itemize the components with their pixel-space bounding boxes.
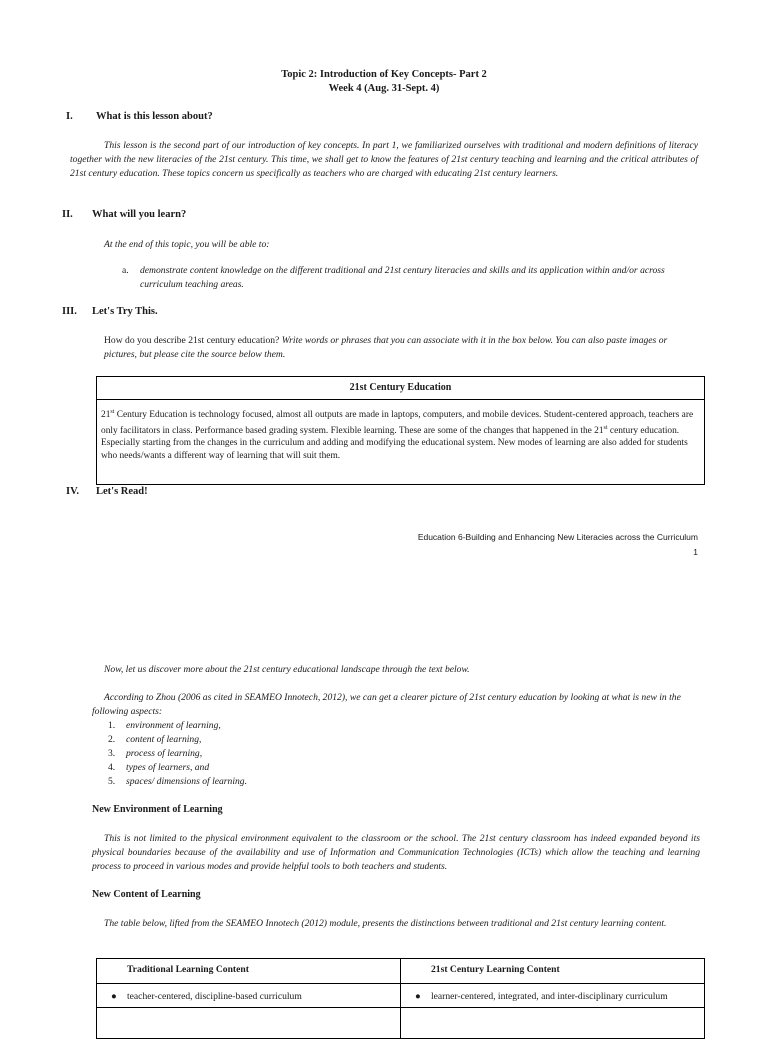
- list-item-number: 5.: [108, 776, 116, 787]
- list-item: [108, 719, 508, 733]
- list-item: [108, 747, 508, 761]
- answer-box-heading: 21st Century Education: [97, 377, 704, 400]
- section-1-title: What is this lesson about?: [96, 111, 213, 122]
- table-header-traditional: Traditional Learning Content: [97, 959, 401, 984]
- new-content-heading: New Content of Learning: [92, 889, 201, 900]
- bullet-icon: ●: [111, 991, 117, 1002]
- aspects-list: [108, 719, 508, 789]
- section-3-title: Let's Try This.: [92, 306, 158, 317]
- table-header-row: [97, 959, 705, 984]
- answer-text-part-2: Century Education is technology focused, almost all outputs are made in laptops, computers, and mobile devices. Student-centered approach, teachers are only facilitators in class. Performance based grading system. Flexible learning. These are some of the changes that happened in the 21: [101, 410, 694, 436]
- list-item: [108, 733, 508, 747]
- table-cell-empty: [401, 1008, 705, 1039]
- new-environment-body: This is not limited to the physical environment equivalent to the classroom or the school. The 21st century classroom has indeed expanded beyond its physical boundaries because of the availability and use of Information and Communication Technologies (ICTs) which allow the teaching and learning process to proceed in various modes and provide helpful tools to both teachers and students.: [92, 833, 700, 872]
- section-2-title: What will you learn?: [92, 209, 187, 220]
- section-2-number: II.: [62, 209, 73, 220]
- answer-text-sup-2: st: [603, 424, 608, 431]
- section-2-intro: At the end of this topic, you will be able to:: [104, 239, 270, 250]
- answer-box: [96, 376, 705, 485]
- answer-text-sup-1: st: [110, 409, 115, 415]
- list-item-text: content of learning,: [126, 734, 202, 745]
- new-environment-heading: New Environment of Learning: [92, 804, 223, 815]
- section-2-heading: [62, 209, 186, 220]
- table-cell-text: learner-centered, integrated, and inter-disciplinary curriculum: [431, 991, 668, 1002]
- page-subtitle-week: Week 4 (Aug. 31-Sept. 4): [328, 83, 440, 94]
- list-item-text: spaces/ dimensions of learning.: [126, 776, 247, 787]
- section-1-body: This lesson is the second part of our introduction of key concepts. In part 1, we familiarized ourselves with traditional and modern definitions of literacy together with the new literacies of the 21st century. This time, we shall get to know the features of 21st century teaching and learning and the critical attributes of 21st century education. These topics concern us specifically as teachers who are charged with educating 21st century learners.: [70, 140, 698, 179]
- section-4-heading: [66, 486, 148, 497]
- new-content-body: The table below, lifted from the SEAMEO Innotech (2012) module, presents the distinctions between traditional and 21st century learning content.: [104, 918, 667, 929]
- section-3-prompt-question: How do you describe 21st century education?: [104, 335, 282, 346]
- footer-page-number: 1: [693, 547, 698, 557]
- answer-box-text[interactable]: [97, 400, 704, 468]
- page-title: Topic 2: Introduction of Key Concepts- Part 2: [281, 69, 487, 80]
- table-row: [97, 984, 705, 1008]
- table-header-21st-century: 21st Century Learning Content: [401, 959, 705, 984]
- list-item-number: 4.: [108, 762, 116, 773]
- objective-text: demonstrate content knowledge on the different traditional and 21st century literacies and skills and its application within and/or across curriculum teaching areas.: [140, 265, 665, 290]
- section-3-number: III.: [62, 306, 77, 317]
- bullet-icon: ●: [415, 991, 421, 1002]
- table-cell-text: teacher-centered, discipline-based curriculum: [127, 991, 302, 1002]
- objective-letter: a.: [122, 265, 129, 276]
- list-item-text: environment of learning,: [126, 720, 221, 731]
- list-item: [108, 761, 508, 775]
- table-cell-empty: [97, 1008, 401, 1039]
- table-cell-traditional: [97, 984, 401, 1008]
- list-item-text: process of learning,: [126, 748, 203, 759]
- section-1-heading: [66, 111, 213, 122]
- table-cell-21st-century: [401, 984, 705, 1008]
- section-1-number: I.: [66, 111, 73, 122]
- answer-text-part-3: century education. Especially starting from the changes in the curriculum and adding and modifying the educational system. New modes of learning are also added for students who needs/wants a different way of learning that will suit them.: [101, 425, 688, 461]
- table-row: [97, 1008, 705, 1039]
- page2-intro: Now, let us discover more about the 21st century educational landscape through the text below.: [104, 664, 470, 675]
- footer-course-title: Education 6-Building and Enhancing New Literacies across the Curriculum: [417, 532, 698, 542]
- list-item-number: 3.: [108, 748, 116, 759]
- answer-text-part-1: 21: [101, 410, 111, 421]
- section-3-heading: [62, 306, 158, 317]
- page2-according: According to Zhou (2006 as cited in SEAMEO Innotech, 2012), we can get a clearer picture of 21st century education by looking at what is new in the following aspects:: [92, 692, 681, 717]
- section-3-prompt: [104, 334, 700, 362]
- list-item-number: 1.: [108, 720, 116, 731]
- section-3-prompt-instruction: Write words or phrases that you can associate with it in the box below. You can also paste images or pictures, but please cite the source below them.: [104, 335, 668, 360]
- learning-content-table: [96, 958, 705, 1039]
- section-4-title: Let's Read!: [96, 486, 148, 497]
- list-item-text: types of learners, and: [126, 762, 210, 773]
- list-item-number: 2.: [108, 734, 116, 745]
- section-4-number: IV.: [66, 486, 79, 497]
- list-item: [108, 775, 508, 789]
